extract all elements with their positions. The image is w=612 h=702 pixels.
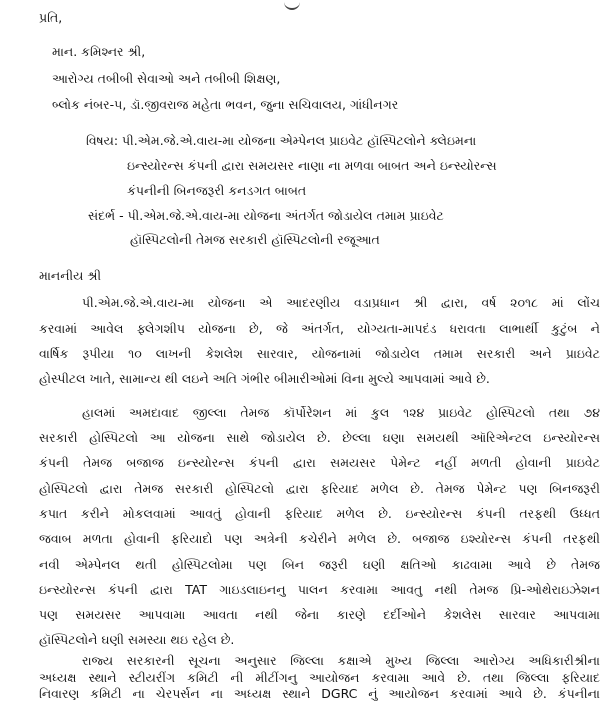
body-line-2: કરવામાં આવેલ ફ્લેગશીપ યોજના છે, જે અંતર્ગત, યોગ્યતા-માપદંડ ધરાવતા લાભાર્થી કુટુંબ ને bbox=[39, 321, 600, 336]
body-line-13: પણ સમયસર આપવામા આવતા નથી જેના કારણે દર્દીઓને કેશલેસ સારવાર આપવામા bbox=[39, 607, 600, 622]
body-line-5: હાલમાં અમદાવાદ જીલ્લા તેમજ કૉર્પોરેશન માં કુલ ૧૨૪ પ્રાઇવેટ હોસ્પિટલો તથા ૭૪ bbox=[82, 405, 600, 420]
reference-line-2: હૉસ્પિટલોની તેમજ સરકારી હૉસ્પિટલોની રજૂઆત bbox=[130, 232, 380, 247]
top-mark bbox=[284, 0, 300, 10]
body-line-11: નવી એમ્પેનલ થતી હોસ્પિટલોમા પણ બિન જરૂરી ઘણી ક્ષતિઓ કાઢવામા આવે છે તેમજ bbox=[39, 557, 600, 572]
body-line-17: નિવારણ કમિટી ના ચેરપર્સન ના અધ્યક્ષ સ્થાને DGRC નું આયોજન કરવામાં આવે છે. કંપનીના bbox=[39, 686, 600, 701]
body-line-16: અધ્યક્ષ સ્થાને સ્ટીયરીંગ કમિટી ની મીટીંગનુ આયોજન કરવામા આવે છે. તથા જિલ્લા ફરિયાદ bbox=[39, 670, 600, 685]
reference-line-1: સંદર્ભ - પી.એમ.જે.એ.વાય-મા યોજના અંતર્ગત જોડાયેલ તમામ પ્રાઇવેટ bbox=[88, 208, 444, 223]
body-line-3: વાર્ષિક રૂપીયા ૧૦ લાખની કેશલેશ સારવાર, યોજનામાં જોડાયેલ તમામ સરકારી અને પ્રાઇવેટ bbox=[39, 346, 600, 361]
body-line-15: રાજ્ય સરકારની સૂચના અનુસાર જિલ્લા કક્ષાએ મુખ્ય જિલ્લા આરોગ્ય અધિકારીશ્રીના bbox=[82, 653, 600, 668]
body-line-1: પી.એમ.જે.એ.વાય-મા યોજના એ આદરણીય વડાપ્રધાન શ્રી દ્વારા, વર્ષ ૨૦૧૮ માં લોંચ bbox=[82, 295, 600, 310]
subject-line-3: કંપનીની બિનજરૂરી કનડગત બાબત bbox=[127, 183, 307, 198]
body-line-8: હોસ્પિટલો દ્વારા તેમજ સરકારી હોસ્પિટલો દ્વારા ફરિયાદ મળેલ છે. તેમજ પેમેન્ટ પણ બિનજરૂરી bbox=[39, 481, 600, 496]
salutation: માનનીય શ્રી bbox=[39, 268, 102, 283]
body-line-4: હોસ્પીટલ ખાતે, સામાન્ય થી લઇને અતિ ગંભીર બીમારીઓમાં વિના મુલ્યે આપવામાં આવે છે. bbox=[39, 371, 490, 386]
body-line-7: કંપની તેમજ બજાજ ઇન્સ્યોરન્સ કંપની દ્વારા સમયસર પેમેન્ટ નહીં મળતી હોવાની પ્રાઇવેટ bbox=[39, 455, 600, 470]
subject-line-2: ઇન્સ્યોરન્સ કંપની દ્વારા સમયસર નાણા ના મળવા બાબત અને ઇન્સ્યોરન્સ bbox=[127, 158, 497, 173]
body-line-9: કપાત કરીને મોકલવામાં આવતું હોવાની ફરિયાદ મળેલ છે. ઇન્સ્યોરન્સ કંપની તરફથી ઉધ્ધત bbox=[39, 506, 600, 521]
body-line-6: સરકારી હોસ્પિટલો આ યોજના સાથે જોડાયેલ છે. છેલ્લા ઘણા સમયથી ઑરિએન્ટલ ઇન્સ્યોરન્સ bbox=[39, 430, 600, 445]
body-line-14: હૉસ્પિટલોને ઘણી સમસ્યા થઇ રહેલ છે. bbox=[39, 632, 235, 647]
address-department: આરોગ્ય તબીબી સેવાઓ અને તબીબી શિક્ષણ, bbox=[52, 71, 281, 86]
address-prati: પ્રતિ, bbox=[39, 10, 63, 25]
body-line-12: ઇન્સ્યોરન્સ કંપની દ્વારા TAT ગાઇડલાઇનનુ પાલન કરવામા આવતુ નથી તેમજ પ્રિ-ઓથેરાઇઝેશન bbox=[39, 582, 600, 597]
address-to: માન. કમિશ્નર શ્રી, bbox=[52, 44, 146, 59]
subject-line-1: વિષય: પી.એમ.જે.એ.વાય-મા યોજના એમ્પેનલ પ્રાઇવેટ હૉસ્પિટલોને ક્લેઇમના bbox=[86, 133, 477, 148]
body-line-10: જવાબ મળતા હોવાની ફરિયાદો પણ અત્રેની કચેરીને મળેલ છે. બજાજ ઇશ્યોરન્સ કંપની તરફથી bbox=[39, 531, 600, 546]
address-location: બ્લોક નંબર-૫, ડૉ.જીવરાજ મહેતા ભવન, જુના સચિવાલય, ગાંધીનગર bbox=[52, 97, 399, 112]
